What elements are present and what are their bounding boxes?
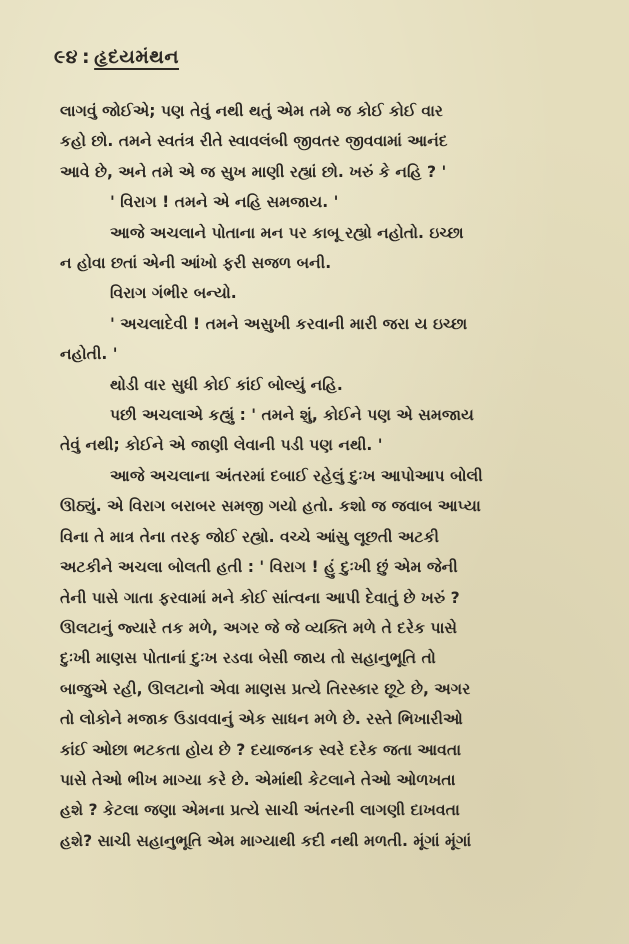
text-line-content: ન હોવા છતાં એની આંખો ફરી સજળ બની. [60,254,332,273]
text-line [60,643,604,673]
text-line-content: તેની પાસે ગાતા ફરવામાં મને કોઈ સાંત્વના આપી દેવાતું છે ખરું ? [60,588,460,607]
text-line-content: કાંઈ ઓછા ભટકતા હોય છે ? દયાજનક સ્વરે દરેક જતા આવતા [60,740,462,759]
text-line [60,370,604,400]
text-line-content: ' અચલાદેવી ! તમને અસુખી કરવાની મારી જરા ય ઇચ્છા [110,314,468,333]
text-line-content: વિના તે માત્ર તેના તરફ જોઈ રહ્યો. વચ્ચે આંસુ લૂછતી અટકી [60,527,439,546]
text-line-content: ' વિરાગ ! તમને એ નહિ સમજાય. ' [110,193,339,212]
page-body [60,96,604,856]
text-line [60,339,604,369]
text-line-content: ઊલટાનું જ્યારે તક મળે, અગર જે જે વ્યક્તિ મળે તે દરેક પાસે [60,618,458,637]
text-line-content: પાસે તેઓ ભીખ માગ્યા કરે છે. એમાંથી કેટલાને તેઓ ઓળખતા [60,770,456,789]
text-line [60,187,604,217]
text-line [60,96,604,126]
text-line [60,674,604,704]
text-line-content: તેવું નથી; કોઈને એ જાણી લેવાની પડી પણ નથી. ' [60,436,383,455]
text-line-content: દુઃખી માણસ પોતાનાં દુઃખ રડવા બેસી જાય તો સહાનુભૂતિ તો [60,649,436,668]
text-line-content: ઊઠ્યું. એ વિરાગ બરાબર સમજી ગયો હતો. કશો જ જવાબ આપ્યા [60,497,481,516]
text-line [60,248,604,278]
book-title: હૃદયમંથન [94,46,179,68]
text-line [60,613,604,643]
text-line [60,522,604,552]
text-line [60,583,604,613]
text-line-content: બાજુએ રહી, ઊલટાનો એવા માણસ પ્રત્યે તિરસ્કાર છૂટે છે, અગર [60,679,471,698]
text-line-content: તો લોકોને મજાક ઉડાવવાનું એક સાધન મળે છે. રસ્તે ભિખારીઓ [60,710,463,729]
text-line [60,552,604,582]
text-line-content: આવે છે, અને તમે એ જ સુખ માણી રહ્યાં છો. ખરું કે નહિ ? ' [60,162,447,181]
text-line [60,400,604,430]
text-line-content: હશે ? કેટલા જણા એમના પ્રત્યે સાચી અંતરની લાગણી દાખવતા [60,801,460,820]
text-line [60,157,604,187]
text-line [60,704,604,734]
text-line-content: આજે અચલાને પોતાના મન પર કાબૂ રહ્યો નહોતો. ઇચ્છા [110,223,464,242]
text-line-content: થોડી વાર સુધી કોઈ કાંઈ બોલ્યું નહિ. [110,375,343,394]
text-line [60,218,604,248]
text-line-content: અટકીને અચલા બોલતી હતી : ' વિરાગ ! હું દુઃખી છું એમ જેની [60,558,458,577]
text-line [60,430,604,460]
text-line [60,735,604,765]
text-line-content: નહોતી. ' [60,345,118,364]
text-line [60,491,604,521]
text-line-content: વિરાગ ગંભીર બન્યો. [110,284,237,303]
text-line [60,309,604,339]
text-line [60,826,604,856]
text-line [60,795,604,825]
text-line [60,126,604,156]
header-separator: : [82,46,91,68]
page-header [54,46,179,68]
text-line-content: હશે? સાચી સહાનુભૂતિ એમ માગ્યાથી કદી નથી મળતી. મૂંગાં મૂંગાં [60,831,472,850]
text-line-content: લાગવું જોઈએ; પણ તેવું નથી થતું એમ તમે જ કોઈ કોઈ વાર [60,102,443,120]
text-line-content: આજે અચલાના અંતરમાં દબાઈ રહેલું દુઃખ આપોઆપ બોલી [110,466,483,485]
page-number: ૯૪ [54,46,79,68]
text-line [60,461,604,491]
text-line [60,278,604,308]
text-line [60,765,604,795]
text-line-content: કહો છો. તમને સ્વતંત્ર રીતે સ્વાવલંબી જીવતર જીવવામાં આનંદ [60,132,448,151]
text-line-content: પછી અચલાએ કહ્યું : ' તમને શું, કોઈને પણ એ સમજાય [110,406,474,425]
